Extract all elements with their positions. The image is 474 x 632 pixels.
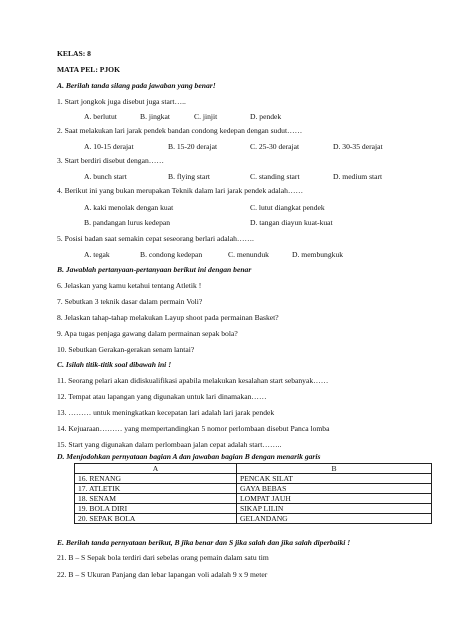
matching-b-cell: GELANDANG — [237, 514, 432, 524]
matching-a-cell: 20. SEPAK BOLA — [75, 514, 237, 524]
matching-b-cell: PENCAK SILAT — [237, 474, 432, 484]
q4-option-b: B. pandangan lurus kedepan — [84, 218, 171, 227]
question-11: 11. Seorang pelari akan didiskualifikasi apabila melakukan kesalahan start sebanyak…… — [57, 376, 329, 385]
q1-option-a: A. berlutut — [84, 112, 117, 121]
q5-option-a: A. tegak — [84, 250, 110, 259]
question-1: 1. Start jongkok juga disebut juga start….. — [57, 97, 186, 106]
section-d-title: D. Menjodohkan pernyataan bagian A dan jawaban bagian B dengan menarik garis — [57, 452, 321, 461]
question-5: 5. Posisi badan saat semakin cepat seseorang berlari adalah……. — [57, 234, 254, 243]
subject-label: MATA PEL: PJOK — [57, 65, 120, 74]
question-7: 7. Sebutkan 3 teknik dasar dalam permain Voli? — [57, 297, 203, 306]
section-b-title: B. Jawablah pertanyaan-pertanyaan berikut ini dengan benar — [57, 265, 252, 274]
question-6: 6. Jelaskan yang kamu ketahui tentang Atletik ! — [57, 281, 202, 290]
q1-option-d: D. pendek — [250, 112, 282, 121]
question-4: 4. Berikut ini yang bukan merupakan Teknik dalam lari jarak pendek adalah…… — [57, 186, 304, 195]
q3-option-d: D. medium start — [333, 172, 383, 181]
q4-option-d: D. tangan diayun kuat-kuat — [250, 218, 333, 227]
q5-option-d: D. membungkuk — [292, 250, 344, 259]
matching-a-cell: 18. SENAM — [75, 494, 237, 504]
section-a-title: A. Berilah tanda silang pada jawaban yang benar! — [57, 81, 216, 90]
question-9: 9. Apa tugas penjaga gawang dalam permainan sepak bola? — [57, 329, 238, 338]
matching-a-cell: 19. BOLA DIRI — [75, 504, 237, 514]
q5-option-b: B. condong kedepan — [140, 250, 203, 259]
question-22: 22. B – S Ukuran Panjang dan lebar lapangan voli adalah 9 x 9 meter — [57, 570, 268, 579]
q3-option-c: C. standing start — [250, 172, 300, 181]
question-12: 12. Tempat atau lapangan yang digunakan untuk lari dinamakan…… — [57, 392, 267, 401]
q3-option-b: B. flying start — [168, 172, 210, 181]
matching-row — [75, 504, 432, 514]
section-c-title: C. Isilah titik-titik soal dibawah ini ! — [57, 360, 172, 369]
matching-row — [75, 484, 432, 494]
question-8: 8. Jelaskan tahap-tahap melakukan Layup shoot pada permainan Basket? — [57, 313, 279, 322]
question-21: 21. B – S Sepak bola terdiri dari sebelas orang pemain dalam satu tim — [57, 553, 269, 562]
matching-row — [75, 474, 432, 484]
q4-option-c: C. lutut diangkat pendek — [250, 203, 325, 212]
q2-option-c: C. 25-30 derajat — [250, 142, 300, 151]
question-15: 15. Start yang digunakan dalam perlombaan jalan cepat adalah start…….. — [57, 440, 282, 449]
matching-b-cell: LOMPAT JAUH — [237, 494, 432, 504]
question-2: 2. Saat melakukan lari jarak pendek bandan condong kedepan dengan sudut…… — [57, 126, 303, 135]
column-b-header: B — [237, 464, 432, 474]
question-14: 14. Kejuaraan……… yang mempertandingkan 5 nomor perlombaan disebut Panca lomba — [57, 424, 330, 433]
q2-option-b: B. 15-20 derajat — [168, 142, 218, 151]
matching-table — [74, 463, 432, 524]
q2-option-a: A. 10-15 derajat — [84, 142, 134, 151]
q1-option-c: C. jinjit — [194, 112, 218, 121]
column-a-header: A — [75, 464, 237, 474]
matching-header-row — [75, 464, 432, 474]
matching-row — [75, 494, 432, 504]
q1-option-b: B. jingkat — [140, 112, 170, 121]
matching-a-cell: 17. ATLETIK — [75, 484, 237, 494]
section-e-title: E. Berilah tanda pernyataan berikut, B jika benar dan S jika salah dan jika salah diperbaiki ! — [57, 538, 351, 547]
q4-option-a: A. kaki menolak dengan kuat — [84, 203, 174, 212]
matching-b-cell: GAYA BEBAS — [237, 484, 432, 494]
matching-b-cell: SIKAP LILIN — [237, 504, 432, 514]
matching-a-cell: 16. RENANG — [75, 474, 237, 484]
question-13: 13. ……… untuk meningkatkan kecepatan lari adalah lari jarak pendek — [57, 408, 275, 417]
q2-option-d: D. 30-35 derajat — [333, 142, 383, 151]
q3-option-a: A. bunch start — [84, 172, 127, 181]
matching-row — [75, 514, 432, 524]
question-10: 10. Sebutkan Gerakan-gerakan senam lantai? — [57, 345, 195, 354]
class-label: KELAS: 8 — [57, 49, 91, 58]
q5-option-c: C. menunduk — [228, 250, 269, 259]
question-3: 3. Start berdiri disebut dengan…… — [57, 156, 164, 165]
